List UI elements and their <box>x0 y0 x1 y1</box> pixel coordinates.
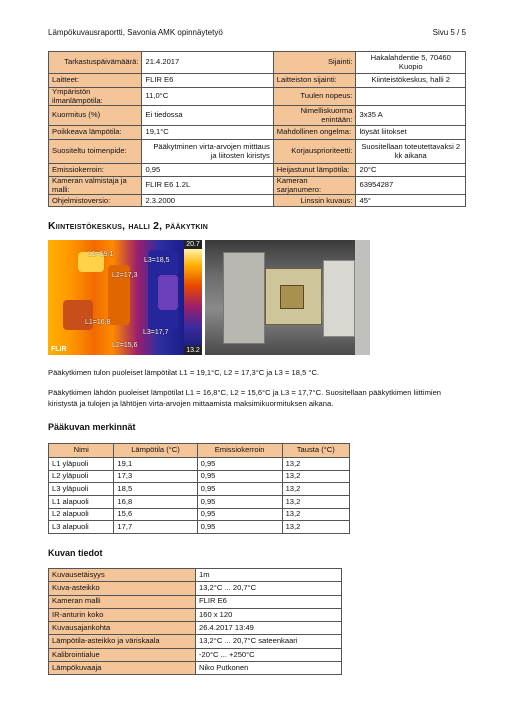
detail-value: 26.4.2017 13:49 <box>196 622 342 635</box>
table-cell: 0,95 <box>197 508 282 521</box>
table-row <box>49 595 342 608</box>
table-row <box>49 622 342 635</box>
detail-value: Niko Putkonen <box>196 662 342 675</box>
thermal-label: L2=17,3 <box>112 272 138 279</box>
detail-value: -20°C ... +250°C <box>196 648 342 661</box>
table-row <box>49 195 466 207</box>
info-key: Kuormitus (%) <box>49 106 142 126</box>
detail-value: 13,2°C ... 20,7°C <box>196 582 342 595</box>
detail-key: Kuvausajankohta <box>49 622 196 635</box>
info-value: Pääkytminen virta-arvojen mitttaus ja liitosten kiristys <box>142 140 273 164</box>
info-key: Heijastunut lämpötila: <box>273 164 356 177</box>
info-key: Mahdollinen ongelma: <box>273 126 356 140</box>
table-cell: 0,95 <box>197 458 282 471</box>
info-key: Poikkeava lämpötila: <box>49 126 142 140</box>
info-value: Suositellaan toteutettavaksi 2 kk aikana <box>356 140 466 164</box>
table-cell: L2 alapuoli <box>49 508 114 521</box>
detail-value: 160 x 120 <box>196 608 342 621</box>
table-cell: 18,5 <box>114 483 197 496</box>
table-cell: 0,95 <box>197 470 282 483</box>
table-row <box>49 177 466 195</box>
thermal-label: L1=19,1 <box>88 251 114 258</box>
section-title: Kiinteistökeskus, halli 2, pääkytkin <box>48 220 209 232</box>
detail-key: IR-anturin koko <box>49 608 196 621</box>
table-cell: 13,2 <box>282 496 349 509</box>
table-cell: 13,2 <box>282 521 349 534</box>
table-cell: L3 yläpuoli <box>49 483 114 496</box>
table-row <box>49 140 466 164</box>
page-header <box>48 28 466 40</box>
visual-photo <box>205 240 370 355</box>
table-row <box>49 126 466 140</box>
paragraph: Pääkytkimen lähdön puoleiset lämpötilat L1 = 16,8°C, L2 = 15,6°C ja L3 = 17,7°C. Suositellaan pääkytkimen liittimien kiristystä ja tulojen ja lähtöjen virta-arvojen mittaamista maksimikuormituksen aikana. <box>48 388 442 408</box>
info-value: löysät liitokset <box>356 126 466 140</box>
info-key: Korjausprioriteetti: <box>273 140 356 164</box>
info-value: 0,95 <box>142 164 273 177</box>
info-value: 45° <box>356 195 466 207</box>
info-value: 19,1°C <box>142 126 273 140</box>
info-key: Ohjelmistoversio: <box>49 195 142 207</box>
table-row <box>49 569 342 582</box>
table-row <box>49 470 350 483</box>
info-value: Ei tiedossa <box>142 106 273 126</box>
flir-logo: FLIR <box>51 346 67 353</box>
temperature-scale <box>184 240 202 355</box>
info-value: 11,0°C <box>142 88 273 106</box>
table-row <box>49 608 342 621</box>
table-cell: 15,6 <box>114 508 197 521</box>
info-value: 20°C <box>356 164 466 177</box>
info-value: 21.4.2017 <box>142 52 273 74</box>
info-value: Hakalahdentie 5, 70460 Kuopio <box>356 52 466 74</box>
column-header: Emissiokerroin <box>197 444 282 458</box>
table-row <box>49 648 342 661</box>
table-cell: 17,7 <box>114 521 197 534</box>
details-title: Kuvan tiedot <box>48 548 103 558</box>
detail-key: Kuva-asteikko <box>49 582 196 595</box>
thermal-label: L2=15,6 <box>112 342 138 349</box>
table-cell: 13,2 <box>282 458 349 471</box>
info-value: Kiinteistökeskus, halli 2 <box>356 74 466 88</box>
table-header-row <box>49 444 350 458</box>
info-key: Tuulen nopeus: <box>273 88 356 106</box>
cold-area <box>158 275 178 310</box>
cabinet-side <box>355 240 370 355</box>
detail-value: 13,2°C ... 20,7°C sateenkaari <box>196 635 342 648</box>
info-value <box>356 88 466 106</box>
table-cell: 19,1 <box>114 458 197 471</box>
info-value: FLIR E6 1.2L <box>142 177 273 195</box>
table-row <box>49 582 342 595</box>
table-cell: 17,3 <box>114 470 197 483</box>
info-value: FLIR E6 <box>142 74 273 88</box>
info-key: Linssin kuvaus: <box>273 195 356 207</box>
info-value: 3x35 A <box>356 106 466 126</box>
table-cell: 0,95 <box>197 496 282 509</box>
info-key: Suositeltu toimenpide: <box>49 140 142 164</box>
breaker-panel <box>223 252 265 344</box>
thermal-label: L3=18,5 <box>144 257 170 264</box>
info-key: Kameran sarjanumero: <box>273 177 356 195</box>
scale-min: 13.2 <box>184 346 202 355</box>
table-row <box>49 496 350 509</box>
marks-table <box>48 443 350 534</box>
table-cell: 16,8 <box>114 496 197 509</box>
table-row <box>49 52 466 74</box>
info-key: Laitteiston sijainti: <box>273 74 356 88</box>
table-row <box>49 458 350 471</box>
table-cell: L1 alapuoli <box>49 496 114 509</box>
thermal-label: L1=16,8 <box>85 319 111 326</box>
info-key: Kameran valmistaja ja malli: <box>49 177 142 195</box>
info-key: Sijainti: <box>273 52 356 74</box>
table-cell: 13,2 <box>282 483 349 496</box>
info-key: Ympäristön ilmanlämpötila: <box>49 88 142 106</box>
column-header: Lämpötila (°C) <box>114 444 197 458</box>
detail-key: Lämpötila-asteikko ja väriskaala <box>49 635 196 648</box>
table-cell: 13,2 <box>282 470 349 483</box>
info-key: Nimelliskuorma enintään: <box>273 106 356 126</box>
paragraph: Pääkytkimen tulon puoleiset lämpötilat L1 = 19,1°C, L2 = 17,3°C ja L3 = 18,5 °C. <box>48 368 320 377</box>
detail-key: Lämpökuvaaja <box>49 662 196 675</box>
terminal-block <box>323 260 355 337</box>
table-row <box>49 88 466 106</box>
detail-value: FLIR E6 <box>196 595 342 608</box>
detail-key: Kameran malli <box>49 595 196 608</box>
info-key: Emissiokerroin: <box>49 164 142 177</box>
table-row <box>49 662 342 675</box>
table-row <box>49 521 350 534</box>
column-header: Nimi <box>49 444 114 458</box>
inspection-info-table <box>48 51 466 207</box>
detail-key: Kalibrointialue <box>49 648 196 661</box>
thermal-image <box>48 240 202 355</box>
table-row <box>49 164 466 177</box>
column-header: Tausta (°C) <box>282 444 349 458</box>
table-row <box>49 508 350 521</box>
info-value: 63954287 <box>356 177 466 195</box>
table-cell: L3 alapuoli <box>49 521 114 534</box>
page-number: Sivu 5 / 5 <box>432 28 466 37</box>
table-row <box>49 74 466 88</box>
table-row <box>49 106 466 126</box>
detail-key: Kuvausetäisyys <box>49 569 196 582</box>
header-title: Lämpökuvausraportti, Savonia AMK opinnäytetyö <box>48 28 223 37</box>
scale-max: 20.7 <box>184 240 202 249</box>
table-cell: 13,2 <box>282 508 349 521</box>
table-row <box>49 483 350 496</box>
detail-value: 1m <box>196 569 342 582</box>
info-key: Tarkastuspäivämäärä: <box>49 52 142 74</box>
table-cell: L1 yläpuoli <box>49 458 114 471</box>
marks-title: Pääkuvan merkinnät <box>48 422 136 432</box>
switch-handle <box>280 285 304 309</box>
image-details-table <box>48 568 342 675</box>
table-cell: 0,95 <box>197 483 282 496</box>
table-row <box>49 635 342 648</box>
table-cell: L2 yläpuoli <box>49 470 114 483</box>
table-cell: 0,95 <box>197 521 282 534</box>
thermal-label: L3=17,7 <box>143 329 169 336</box>
info-value: 2.3.2000 <box>142 195 273 207</box>
info-key: Laitteet: <box>49 74 142 88</box>
